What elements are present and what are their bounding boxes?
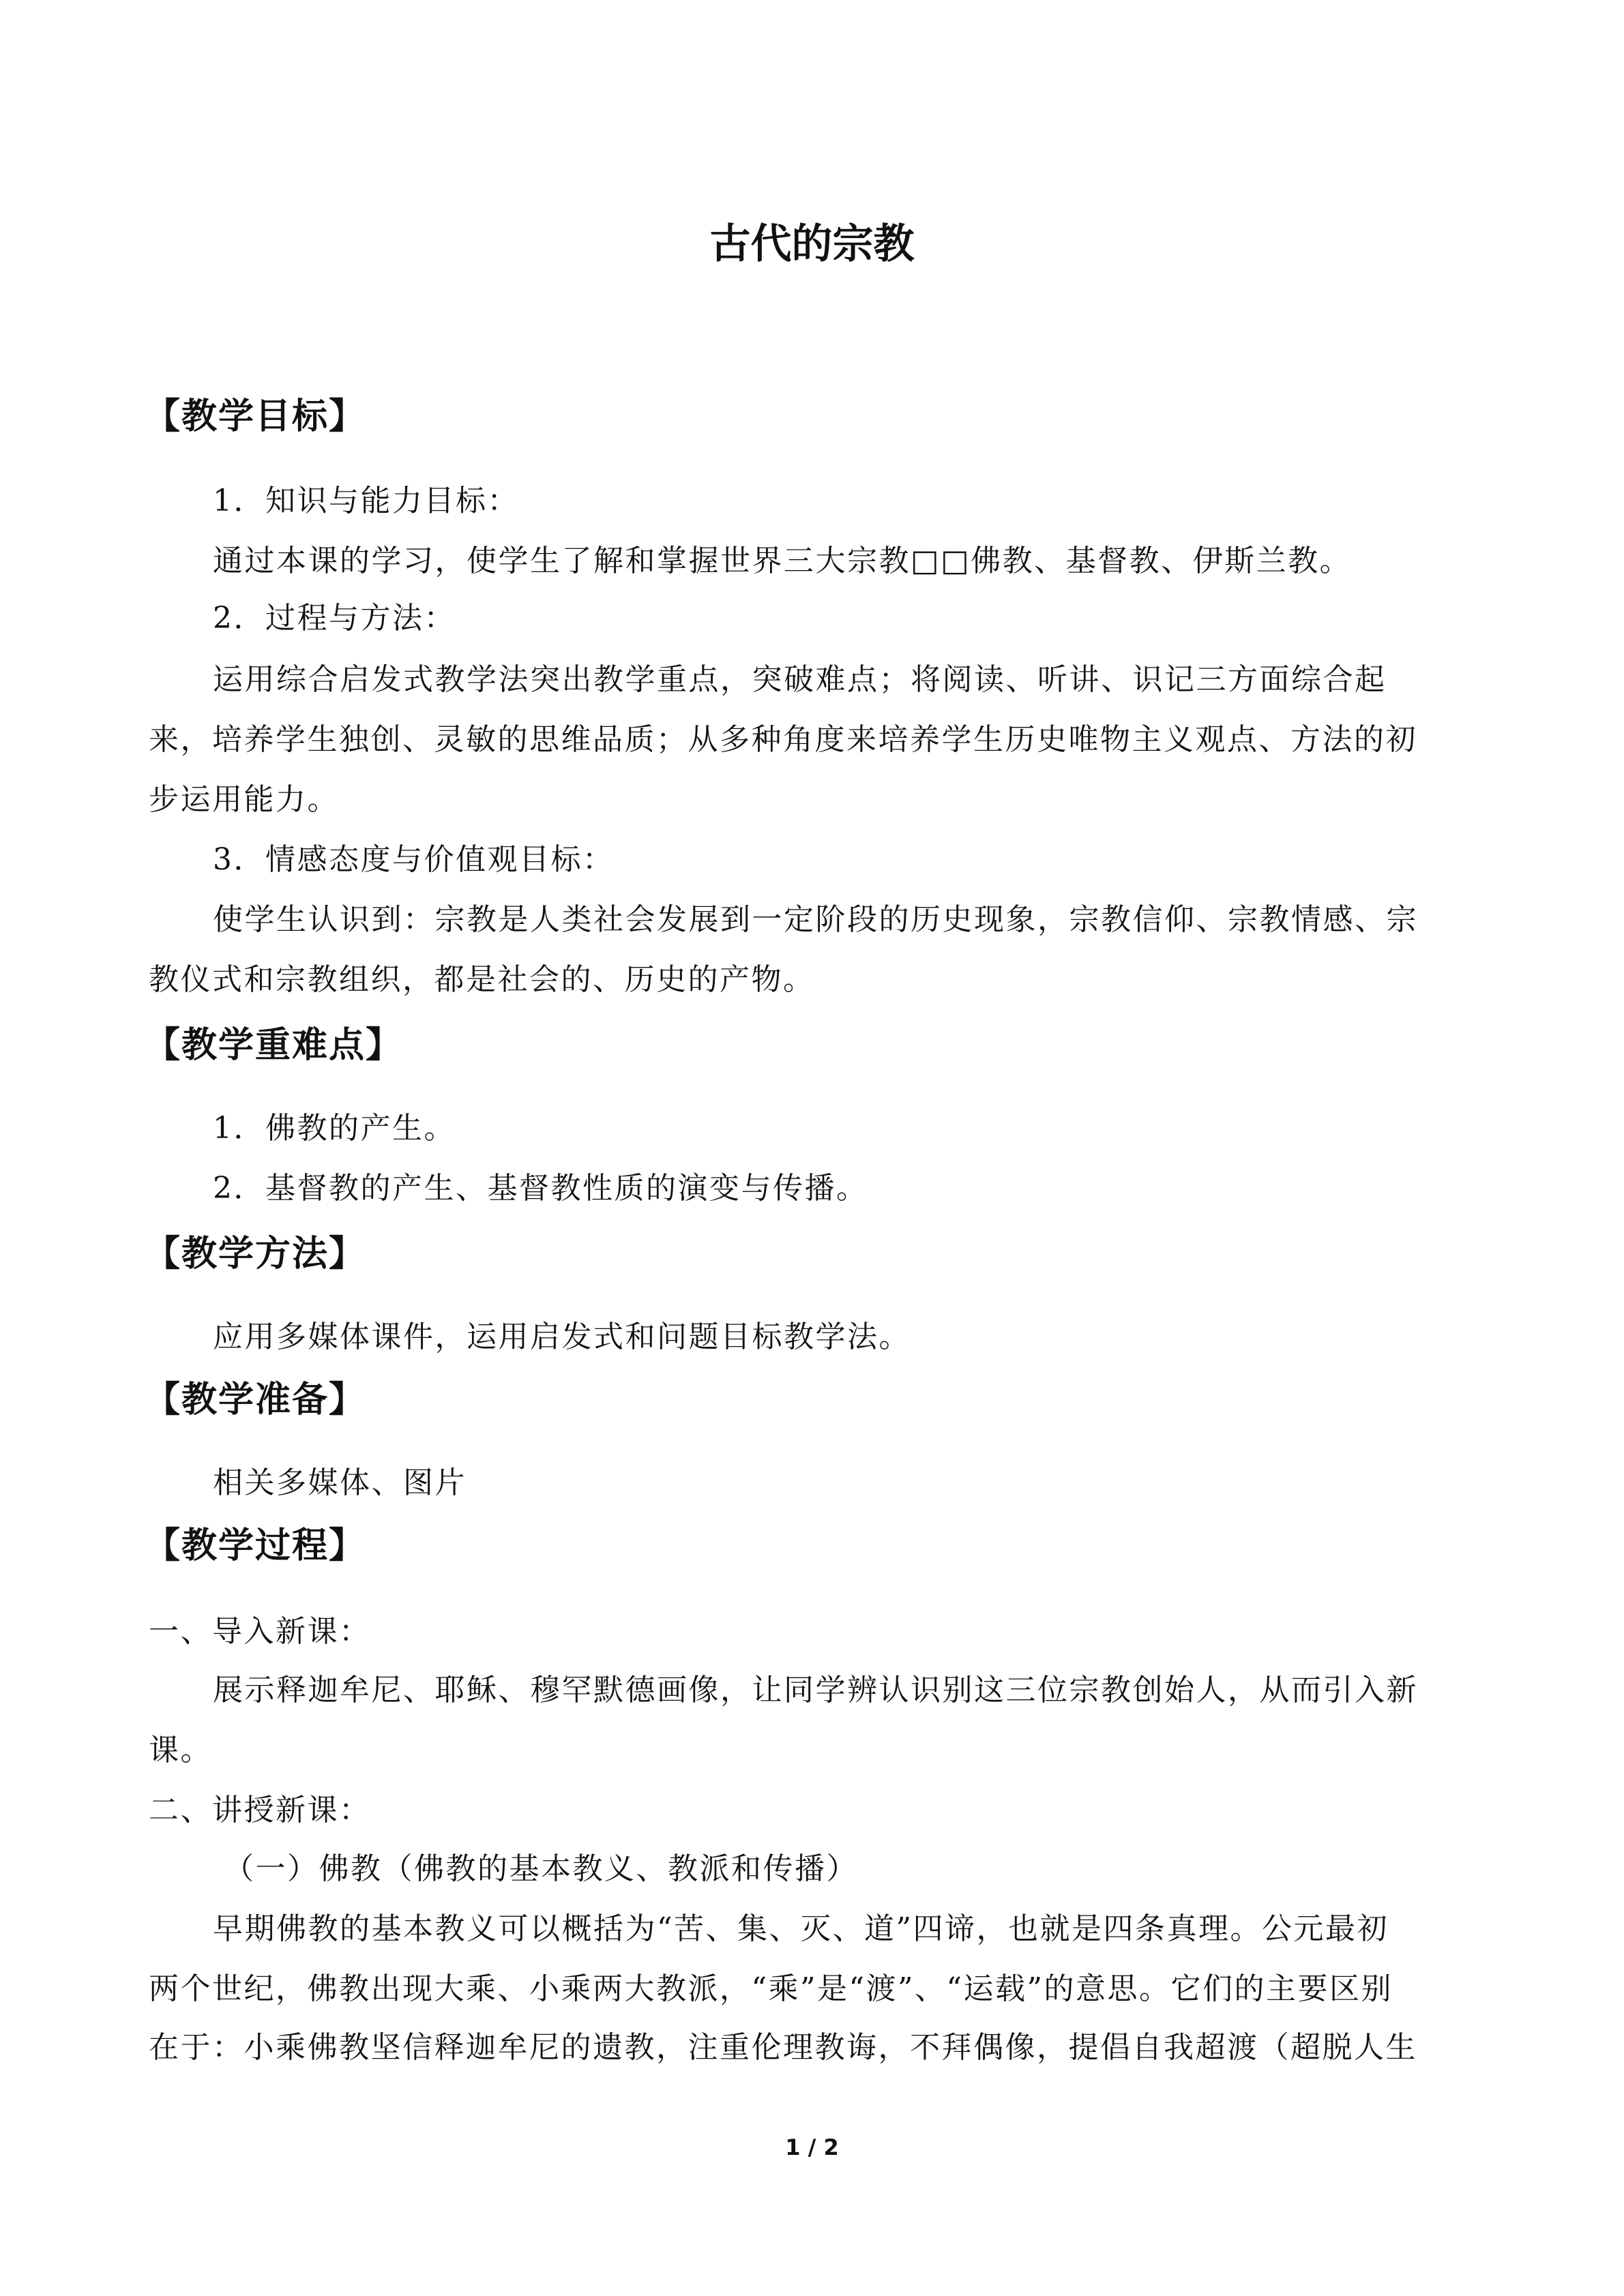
heading-preparation: 【教学准备】: [145, 1380, 366, 1420]
objectives-line-4: 运用综合启发式教学法突出教学重点，突破难点；将阅读、听讲、识记三方面综合起: [213, 662, 1387, 697]
preparation-line-1: 相关多媒体、图片: [213, 1465, 467, 1500]
process-line-1: 一、导入新课：: [149, 1614, 371, 1649]
process-line-3: 课。: [149, 1733, 212, 1768]
heading-methods: 【教学方法】: [145, 1234, 366, 1274]
methods-line-1: 应用多媒体课件，运用启发式和问题目标教学法。: [213, 1320, 911, 1354]
heading-objectives: 【教学目标】: [145, 396, 366, 437]
process-line-2: 展示释迦牟尼、耶稣、穆罕默德画像，让同学辨认识别这三位宗教创始人，从而引入新: [213, 1673, 1418, 1708]
process-line-4: 二、讲授新课：: [149, 1793, 371, 1828]
objectives-line-7: 3．情感态度与价值观目标：: [213, 842, 615, 877]
objectives-line-3: 2．过程与方法：: [213, 601, 456, 636]
key-points-line-2: 2．基督教的产生、基督教性质的演变与传播。: [213, 1171, 868, 1206]
key-points-line-1: 1．佛教的产生。: [213, 1111, 456, 1146]
process-line-7: 两个世纪，佛教出现大乘、小乘两大教派，“乘”是“渡”、“运载”的意思。它们的主要区别: [149, 1971, 1393, 2006]
heading-key-points: 【教学重难点】: [145, 1025, 403, 1066]
objectives-line-9: 教仪式和宗教组织，都是社会的、历史的产物。: [149, 962, 815, 997]
process-line-8: 在于：小乘佛教坚信释迦牟尼的遗教，注重伦理教诲，不拜偶像，提倡自我超渡（超脱人生: [149, 2030, 1417, 2065]
objectives-line-5: 来，培养学生独创、灵敏的思维品质；从多种角度来培养学生历史唯物主义观点、方法的初: [149, 722, 1417, 757]
page-number: 1 / 2: [785, 2134, 839, 2160]
heading-process: 【教学过程】: [145, 1525, 366, 1566]
objectives-line-1: 1．知识与能力目标：: [213, 483, 519, 518]
objectives-line-6: 步运用能力。: [149, 782, 339, 817]
process-line-5: （一）佛教（佛教的基本教义、教派和传播）: [224, 1851, 858, 1886]
objectives-line-2: 通过本课的学习，使学生了解和掌握世界三大宗教□□佛教、基督教、伊斯兰教。: [213, 543, 1352, 578]
objectives-line-8: 使学生认识到：宗教是人类社会发展到一定阶段的历史现象，宗教信仰、宗教情感、宗: [213, 902, 1418, 937]
page-title: 古代的宗教: [709, 220, 915, 268]
process-line-6: 早期佛教的基本教义可以概括为“苦、集、灭、道”四谛，也就是四条真理。公元最初: [213, 1911, 1389, 1946]
